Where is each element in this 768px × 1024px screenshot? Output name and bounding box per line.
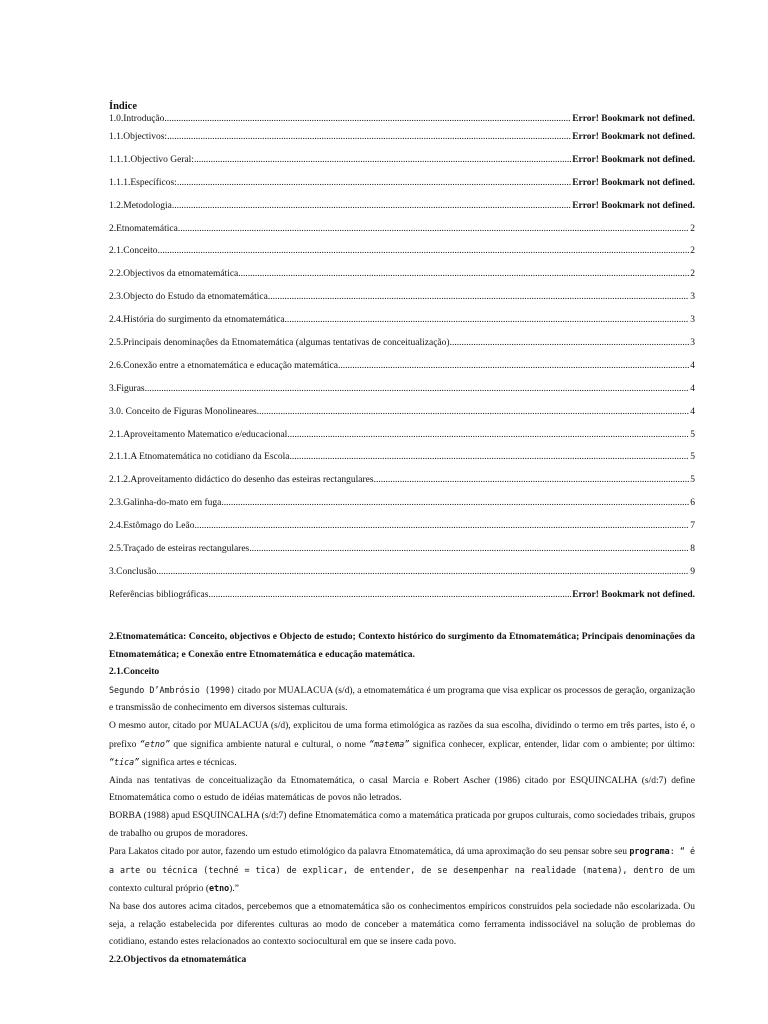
- toc-entry[interactable]: [109, 544, 695, 567]
- toc-leader-dots: [221, 498, 689, 508]
- toc-entry-page: 9: [690, 566, 695, 577]
- toc-entry[interactable]: [109, 269, 695, 292]
- paragraph-3: Ainda nas tentativas de conceitualização da Etnomatemática, o casal Marcia e Robert Ascher (1986) citado por ESQUINCALHA (s/d:7) define Etnomatemática como o estudo de idéias matemáticas de povos não letrados.: [109, 775, 695, 804]
- toc-entry[interactable]: [109, 114, 695, 132]
- toc-entry[interactable]: [109, 155, 695, 178]
- paragraph-2-text-a: O mesmo autor, citado por MUALACUA (s/d), explicitou de uma forma etimológica as razões da sua escolha, dividindo o termo em três partes, isto é, o prefixo: [109, 720, 695, 750]
- toc-entry[interactable]: [109, 521, 695, 544]
- handwritten-citation: Segundo D’Ambrósio (1990): [109, 684, 236, 695]
- toc-entry-page: 2: [690, 269, 695, 280]
- document-body: [109, 629, 695, 969]
- toc-leader-dots: [177, 178, 571, 188]
- toc-title: Índice: [109, 101, 138, 112]
- paragraph-6: Na base dos autores acima citados, percebemos que a etnomatemática são os conhecimentos empíricos construídos pela sociedade não escolarizada. Ou seja, a relação estabelecida por diferentes culturas ao modo de conceber a matemática como ferramenta indissociável na solução de problemas do cotidiano, estando estes relacionados ao contexto sociocultural em que se insere cada povo.: [109, 901, 695, 948]
- toc-entry[interactable]: [109, 384, 695, 407]
- toc-entry-label: 2.5.Traçado de esteiras rectangulares: [109, 544, 250, 555]
- toc-entry-label: 2.3.Galinha-do-mato em fuga: [109, 498, 222, 509]
- toc-leader-dots: [145, 384, 690, 394]
- paragraph-2-text-c: significa conhecer, explicar, entender, lidar com o ambiente; por último:: [409, 739, 695, 750]
- toc-leader-dots: [450, 338, 690, 348]
- toc-entry-page: Error! Bookmark not defined.: [572, 114, 695, 124]
- toc-entry-page: Error! Bookmark not defined.: [572, 200, 695, 211]
- table-of-contents: [109, 101, 695, 613]
- toc-leader-dots: [164, 114, 571, 124]
- paragraph-1-text: citado por MUALACUA (s/d), a etnomatemática é um programa que visa explicar os processos de geração, organização e transmissão de conhecimento em diversos sistemas culturais.: [109, 685, 695, 714]
- paragraph-5-text-b: um contexto cultural próprio (: [109, 865, 696, 895]
- toc-entry-page: Error! Bookmark not defined.: [572, 177, 695, 188]
- toc-leader-dots: [374, 475, 690, 485]
- paragraph-2: [109, 718, 695, 773]
- section-heading-etnomatematica: 2.Etnomatemática: Conceito, objectivos e Objecto de estudo; Contexto histórico do surgimento da Etnomatemática; Principais denominações da Etnomatemática; e Conexão entre Etnomatemática e educação matemática.: [109, 632, 695, 660]
- toc-entry[interactable]: [109, 246, 695, 269]
- toc-leader-dots: [172, 201, 571, 211]
- toc-entry-label: 2.1.1.A Etnomatemática no cotidiano da Escola.: [109, 452, 292, 463]
- term-tica: “tica”: [109, 757, 140, 768]
- toc-entry-page: 3: [690, 315, 695, 326]
- toc-entry-page: 4: [690, 360, 695, 371]
- toc-entry-label: 2.Etnomatemática: [109, 223, 178, 234]
- toc-entry-label: 2.2.Objectivos da etnomatemática: [109, 269, 239, 280]
- paragraph-5-text-c: ).”: [229, 884, 239, 895]
- toc-leader-dots: [287, 430, 689, 440]
- toc-leader-dots: [268, 292, 689, 302]
- toc-entry[interactable]: [109, 338, 695, 361]
- term-matema: “matema”: [369, 738, 410, 749]
- toc-entry[interactable]: [109, 498, 695, 521]
- toc-leader-dots: [285, 315, 690, 325]
- toc-entry[interactable]: [109, 407, 695, 430]
- toc-entry-label: Referências bibliográficas: [109, 589, 209, 600]
- toc-entry-page: 5: [690, 452, 695, 463]
- toc-leader-dots: [158, 246, 690, 256]
- toc-entry[interactable]: [109, 315, 695, 338]
- toc-entry[interactable]: [109, 567, 695, 590]
- toc-leader-dots: [238, 269, 689, 279]
- paragraph-5-text-a: Para Lakatos citado por autor, fazendo um estudo etimológico da palavra Etnomatemática, dá uma aproximação do seu pensar sobre seu: [109, 847, 630, 858]
- toc-entry-page: 4: [690, 406, 695, 417]
- toc-leader-dots: [156, 567, 689, 577]
- toc-entry-label: 2.6.Conexão entre a etnomatemática e educação matemática: [109, 360, 338, 371]
- section-heading-objectivos: 2.2.Objectivos da etnomatemática: [109, 954, 247, 965]
- paragraph-2-text-b: que significa ambiente natural e cultural, o nome: [170, 739, 370, 750]
- toc-entry-page: 6: [690, 498, 695, 509]
- toc-entry-page: Error! Bookmark not defined.: [572, 132, 695, 142]
- toc-entry-label: 1.2.Metodologia: [109, 200, 172, 211]
- toc-leader-dots: [178, 224, 689, 234]
- toc-entry-page: Error! Bookmark not defined.: [572, 589, 695, 600]
- toc-leader-dots: [167, 132, 571, 142]
- toc-entry-page: 5: [690, 429, 695, 440]
- section-heading-conceito: 2.1.Conceito: [109, 667, 160, 678]
- term-programa: programa: [629, 846, 670, 857]
- toc-entry-page: 7: [690, 521, 695, 532]
- toc-leader-dots: [249, 544, 689, 554]
- toc-entry-page: 8: [690, 544, 695, 555]
- toc-leader-dots: [208, 590, 571, 600]
- toc-entry[interactable]: [109, 452, 695, 475]
- toc-entry-page: Error! Bookmark not defined.: [572, 154, 695, 165]
- term-etno-2: etno: [208, 883, 230, 894]
- toc-entry-page: 5: [690, 475, 695, 486]
- toc-entry-label: 2.4.História do surgimento da etnomatemática: [109, 315, 285, 326]
- term-etno: “etno”: [139, 738, 171, 749]
- toc-leader-dots: [257, 407, 689, 417]
- toc-entry[interactable]: [109, 201, 695, 224]
- lakatos-quote: : “ é a arte ou técnica (techné = tica) de explicar, de entender, de se desempenhar na realidade (matema), dentro de: [109, 846, 696, 875]
- toc-entry-label: 2.4.Estômago do Leão: [109, 521, 195, 532]
- toc-entry-page: 2: [690, 223, 695, 234]
- toc-entry[interactable]: [109, 224, 695, 247]
- paragraph-5: [109, 843, 695, 899]
- toc-leader-dots: [338, 361, 689, 371]
- toc-entry-label: 3.0. Conceito de Figuras Monolineares: [109, 406, 257, 417]
- toc-entry-page: 3: [690, 292, 695, 303]
- toc-entry-label: 3.Figuras: [109, 383, 145, 394]
- toc-entry-page: 3: [690, 338, 695, 349]
- toc-entry-label: 1.1.1.Objectivo Geral:: [109, 154, 194, 165]
- toc-entry-label: 2.3.Objecto do Estudo da etnomatemática: [109, 292, 268, 303]
- paragraph-1: [109, 682, 695, 718]
- toc-entry[interactable]: [109, 132, 695, 155]
- toc-entry[interactable]: [109, 292, 695, 315]
- paragraph-4: BORBA (1988) apud ESQUINCALHA (s/d:7) define Etnomatemática como a matemática praticada por grupos culturais, como sociedades tribais, grupos de trabalho ou grupos de moradores.: [109, 810, 695, 839]
- toc-entry-page: 2: [690, 246, 695, 257]
- toc-entry-page: 4: [690, 383, 695, 394]
- toc-entry-label: 1.1.Objectivos:: [109, 132, 168, 142]
- toc-entry[interactable]: [109, 590, 695, 613]
- toc-list: [109, 114, 695, 613]
- paragraph-2-text-d: significa artes e técnicas.: [139, 758, 237, 769]
- toc-entry-label: 2.5.Principais denominações da Etnomatemática (algumas tentativas de conceitualização): [109, 338, 450, 349]
- toc-entry-label: 1.1.1.Específicos:: [109, 177, 177, 188]
- toc-leader-dots: [194, 155, 571, 165]
- toc-entry-label: 2.1.Aproveitamento Matematico e/educacional: [109, 429, 288, 440]
- toc-entry[interactable]: [109, 178, 695, 201]
- toc-leader-dots: [194, 521, 689, 531]
- toc-entry[interactable]: [109, 475, 695, 498]
- toc-entry[interactable]: [109, 430, 695, 453]
- toc-entry-label: 3.Conclusão: [109, 566, 157, 577]
- toc-entry-label: 2.1.Conceito: [109, 246, 158, 257]
- toc-entry[interactable]: [109, 361, 695, 384]
- toc-entry-label: 1.0.Introdução: [109, 114, 165, 124]
- toc-entry-label: 2.1.2.Aproveitamento didáctico do desenho das esteiras rectangulares: [109, 475, 374, 486]
- toc-leader-dots: [292, 452, 689, 462]
